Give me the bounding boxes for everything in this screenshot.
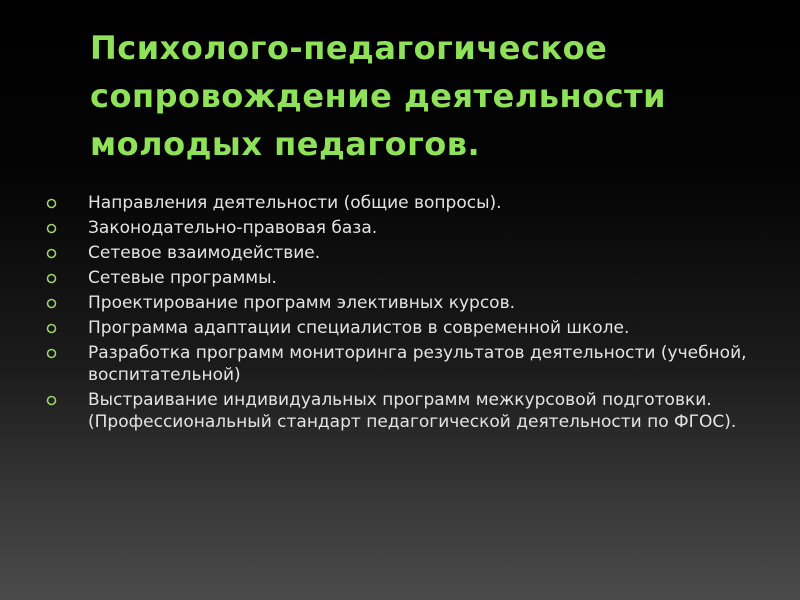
slide-title xyxy=(90,24,770,168)
bullet-item xyxy=(42,267,762,289)
bullet-text: Проектирование программ элективных курсов. xyxy=(88,293,515,313)
bullet-list xyxy=(42,192,762,436)
bullet-item xyxy=(42,217,762,239)
bullet-text: Разработка программ мониторинга результатов деятельности (учебной, воспитательной) xyxy=(88,343,747,385)
bullet-item xyxy=(42,389,762,433)
bullet-text: Программа адаптации специалистов в современной школе. xyxy=(88,318,630,338)
circle-bullet-icon xyxy=(46,317,62,339)
slide-title-line: сопровождение деятельности xyxy=(90,77,666,115)
circle-bullet-icon xyxy=(46,342,62,364)
bullet-text: Сетевые программы. xyxy=(88,268,277,288)
circle-bullet-icon xyxy=(46,389,62,411)
bullet-item xyxy=(42,192,762,214)
circle-bullet-icon xyxy=(46,292,62,314)
bullet-item xyxy=(42,242,762,264)
bullet-text: Направления деятельности (общие вопросы). xyxy=(88,193,502,213)
bullet-item xyxy=(42,342,762,386)
slide-title-line: молодых педагогов. xyxy=(90,125,481,163)
circle-bullet-icon xyxy=(46,217,62,239)
circle-bullet-icon xyxy=(46,192,62,214)
bullet-text: Выстраивание индивидуальных программ межкурсовой подготовки. (Профессиональный стандарт педагогической деятельности по ФГОС). xyxy=(88,390,737,432)
bullet-text: Законодательно-правовая база. xyxy=(88,218,378,238)
circle-bullet-icon xyxy=(46,267,62,289)
bullet-text: Сетевое взаимодействие. xyxy=(88,243,321,263)
bullet-item xyxy=(42,292,762,314)
bullet-item xyxy=(42,317,762,339)
circle-bullet-icon xyxy=(46,242,62,264)
slide-title-line: Психолого-педагогическое xyxy=(90,29,608,67)
